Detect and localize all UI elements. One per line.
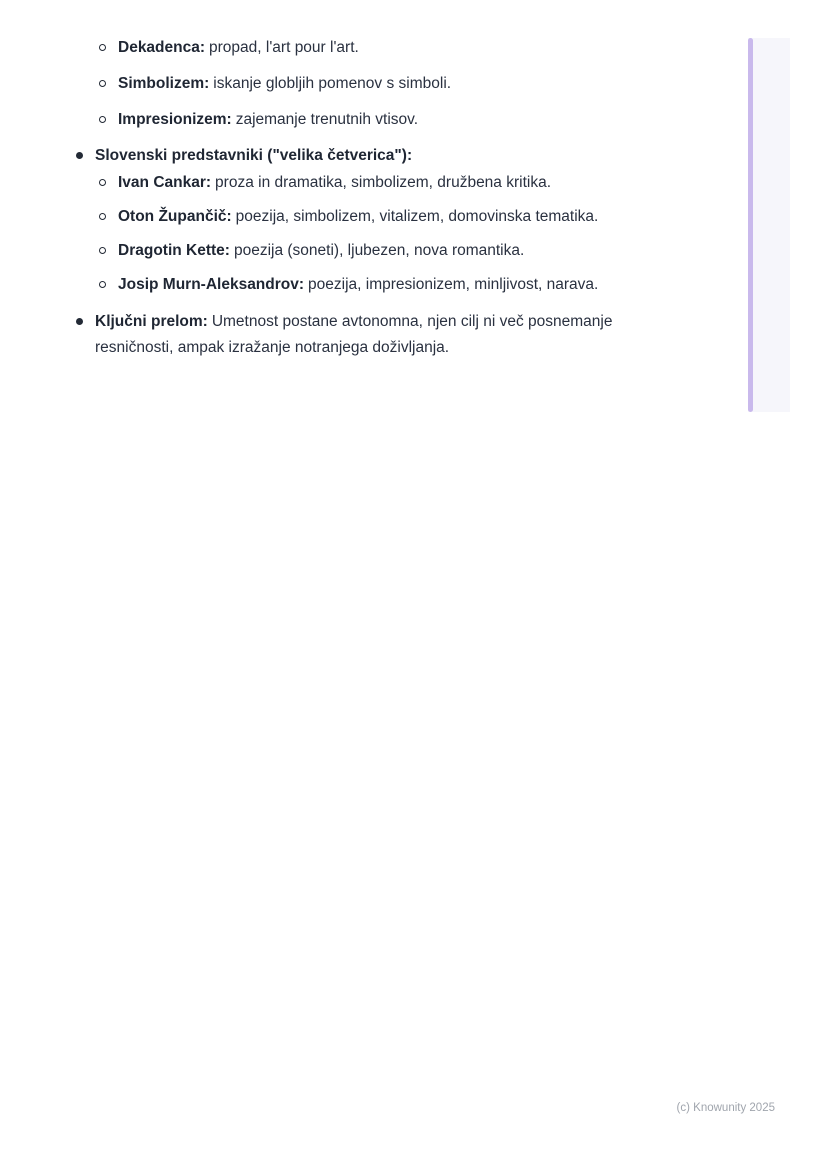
item-desc: poezija, simbolizem, vitalizem, domovinska tematika. — [235, 208, 599, 225]
list-item — [0, 74, 700, 94]
key-point-item — [0, 309, 700, 361]
item-term: Simbolizem: — [118, 75, 210, 92]
item-term: Ključni prelom: — [95, 313, 208, 330]
circle-bullet-icon — [99, 173, 118, 186]
circle-bullet-icon — [99, 275, 118, 288]
group-title-text: Slovenski predstavniki ("velika četverica"): — [95, 147, 413, 164]
list-item — [0, 38, 700, 58]
notes-content — [0, 38, 700, 361]
item-term: Impresionizem: — [118, 111, 232, 128]
footer-credit: (c) Knowunity 2025 — [676, 1102, 775, 1114]
circle-bullet-icon — [99, 38, 118, 51]
item-term: Ivan Cankar: — [118, 174, 212, 191]
list-item — [0, 173, 700, 193]
representatives-list — [0, 173, 700, 295]
purple-accent-line — [748, 38, 753, 412]
list-item — [0, 110, 700, 130]
representatives-group — [0, 146, 700, 295]
item-term: Dekadenca: — [118, 39, 206, 56]
circle-bullet-icon — [99, 110, 118, 123]
movements-list — [0, 38, 700, 130]
list-item — [0, 241, 700, 261]
item-desc: Umetnost postane avtonomna, njen cilj ni več posnemanje resničnosti, ampak izražanje notranjega doživljanja. — [95, 313, 613, 356]
item-desc: propad, l'art pour l'art. — [209, 39, 359, 56]
item-desc: poezija, impresionizem, minljivost, narava. — [308, 276, 599, 293]
item-desc: poezija (soneti), ljubezen, nova romantika. — [233, 242, 525, 259]
item-desc: iskanje globljih pomenov s simboli. — [213, 75, 452, 92]
circle-bullet-icon — [99, 74, 118, 87]
circle-bullet-icon — [99, 241, 118, 254]
right-margin-panel — [748, 38, 790, 412]
item-desc: proza in dramatika, simbolizem, družbena kritika. — [215, 174, 552, 191]
list-item — [0, 275, 700, 295]
disc-bullet-icon — [76, 309, 95, 325]
item-term: Josip Murn-Aleksandrov: — [118, 276, 305, 293]
item-term: Dragotin Kette: — [118, 242, 230, 259]
disc-bullet-icon — [76, 146, 95, 159]
list-item — [0, 207, 700, 227]
item-term: Oton Župančič: — [118, 208, 232, 225]
item-desc: zajemanje trenutnih vtisov. — [235, 111, 419, 128]
circle-bullet-icon — [99, 207, 118, 220]
group-heading — [0, 146, 700, 166]
